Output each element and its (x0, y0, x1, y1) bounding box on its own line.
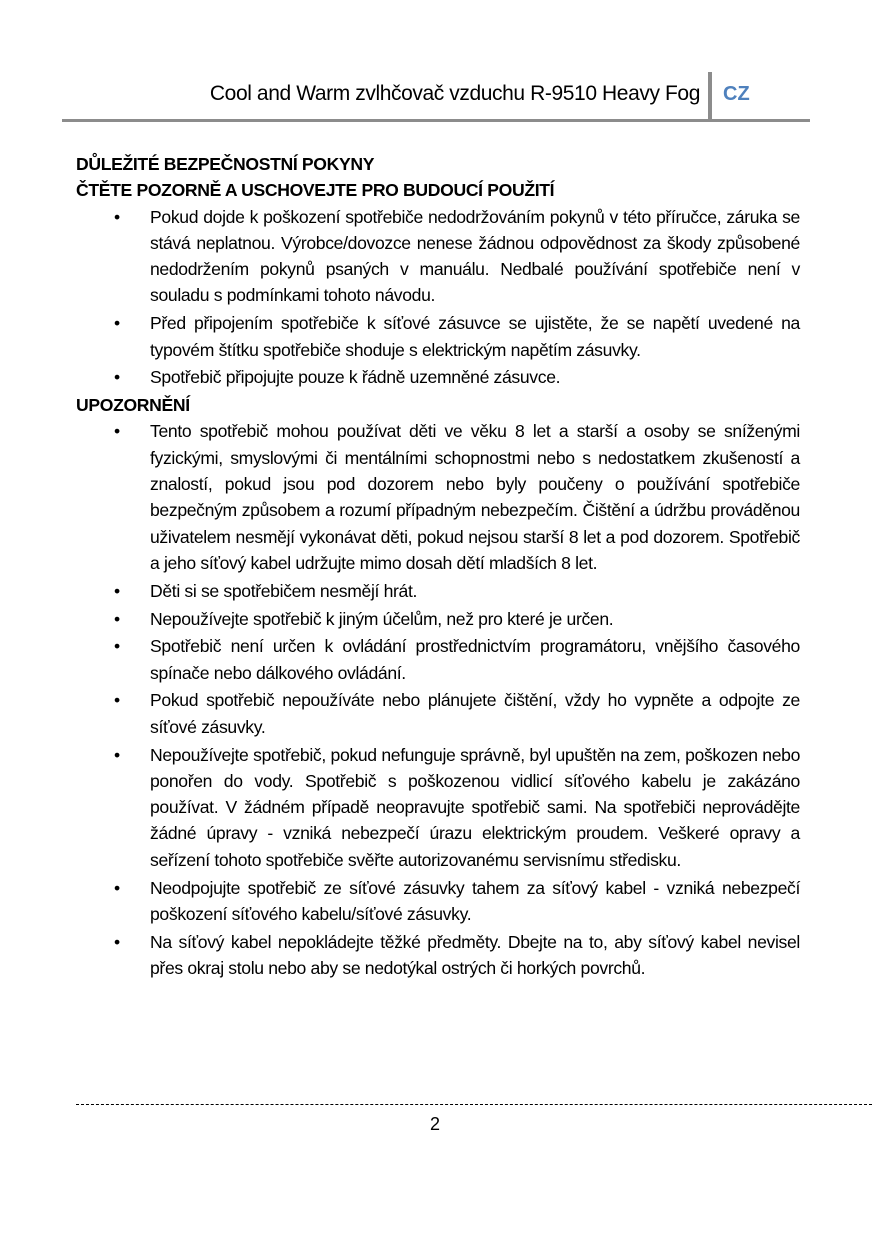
list-item-text: Před připojením spotřebiče k síťové zásuvce se ujistěte, že se napětí uvedené na typovém štítku spotřebiče shoduje s elektrickým napětím zásuvky. (150, 313, 800, 360)
bullet-icon: • (114, 931, 120, 952)
bullet-icon: • (114, 580, 120, 601)
list-item (76, 929, 800, 982)
header-rule (62, 119, 810, 122)
list-item (76, 310, 800, 363)
list-item (76, 606, 800, 632)
list-item (76, 687, 800, 740)
list-item (76, 875, 800, 928)
page-content (76, 151, 800, 983)
list-item-text: Pokud spotřebič nepoužíváte nebo plánujete čištění, vždy ho vypněte a odpojte ze síťové zásuvky. (150, 690, 800, 737)
list-item-text: Spotřebič připojujte pouze k řádně uzemněné zásuvce. (150, 367, 561, 388)
list-item (76, 633, 800, 686)
list-item (76, 204, 800, 309)
list-item (76, 578, 800, 604)
list-item-text: Neodpojujte spotřebič ze síťové zásuvky tahem za síťový kabel - vzniká nebezpečí poškození síťového kabelu/síťové zásuvky. (150, 877, 800, 924)
bullet-icon: • (114, 313, 120, 334)
warning-list (76, 418, 800, 981)
bullet-icon: • (114, 744, 120, 765)
bullet-icon: • (114, 690, 120, 711)
bullet-icon: • (114, 636, 120, 657)
section-heading-warning: UPOZORNĚNÍ (76, 395, 190, 416)
list-item-text: Na síťový kabel nepokládejte těžké předměty. Dbejte na to, aby síťový kabel nevisel přes okraj stolu nebo aby se nedotýkal ostrých či horkých povrchů. (150, 931, 800, 978)
header-separator (708, 72, 712, 120)
footer-rule (76, 1104, 872, 1105)
section-subheading-read: ČTĚTE POZORNĚ A USCHOVEJTE PRO BUDOUCÍ POUŽITÍ (76, 180, 555, 201)
page-number: 2 (429, 1114, 440, 1134)
document-title: Cool and Warm zvlhčovač vzduchu R-9510 Heavy Fog (209, 82, 700, 105)
safety-instructions-list (76, 204, 800, 391)
list-item-text: Nepoužívejte spotřebič k jiným účelům, než pro které je určen. (150, 608, 614, 629)
language-code: CZ (723, 83, 750, 105)
bullet-icon: • (114, 367, 120, 388)
list-item (76, 364, 800, 390)
bullet-icon: • (114, 421, 120, 442)
list-item-text: Spotřebič není určen k ovládání prostřednictvím programátoru, vnějšího časového spínače nebo dálkového ovládání. (150, 636, 800, 683)
list-item (76, 742, 800, 873)
list-item-text: Pokud dojde k poškození spotřebiče nedodržováním pokynů v této příručce, záruka se stává neplatnou. Výrobce/dovozce nenese žádnou odpovědnost za škody způsobené nedodržením pokynů psaných v manuálu. Nedbalé používání spotřebiče není v souladu s podmínkami tohoto návodu. (150, 206, 800, 306)
bullet-icon: • (114, 877, 120, 898)
list-item-text: Děti si se spotřebičem nesmějí hrát. (150, 580, 418, 601)
bullet-icon: • (114, 206, 120, 227)
list-item-text: Tento spotřebič mohou používat děti ve věku 8 let a starší a osoby se sníženými fyzickými, smyslovými či mentálními schopnostmi nebo s nedostatkem zkušeností a znalostí, pokud jsou pod dozorem nebo byly poučeny o používání spotřebiče bezpečným způsobem a rozumí případným nebezpečím. Čištění a údržbu prováděnou uživatelem nesmějí vykonávat děti, pokud nejsou starší 8 let a pod dozorem. Spotřebič a jeho síťový kabel udržujte mimo dosah dětí mladších 8 let. (150, 421, 800, 573)
list-item-text: Nepoužívejte spotřebič, pokud nefunguje správně, byl upuštěn na zem, poškozen nebo ponořen do vody. Spotřebič s poškozenou vidlicí síťového kabelu je zakázáno používat. V žádném případě neopravujte spotřebič sami. Na spotřebiči neprovádějte žádné úpravy - vzniká nebezpečí úrazu elektrickým proudem. Veškeré opravy a seřízení tohoto spotřebiče svěřte autorizovanému servisnímu středisku. (150, 744, 800, 870)
list-item (76, 418, 800, 576)
section-heading-safety: DŮLEŽITÉ BEZPEČNOSTNÍ POKYNY (76, 154, 375, 174)
bullet-icon: • (114, 608, 120, 629)
